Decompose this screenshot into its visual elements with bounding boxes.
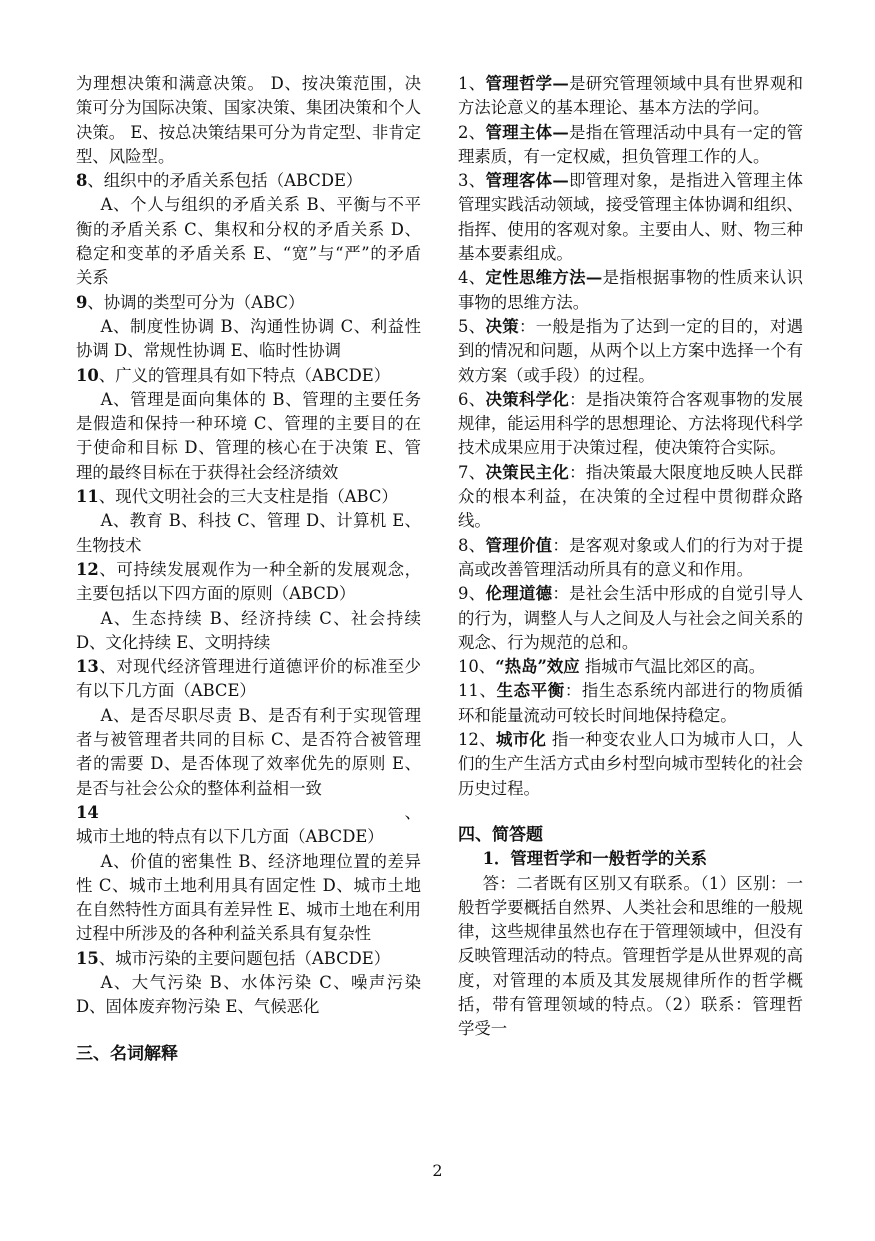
- term-number: 1、: [458, 74, 486, 93]
- term-number: 11、: [458, 681, 497, 701]
- question-separator: 、: [98, 657, 117, 677]
- term-definition: [458, 534, 803, 583]
- term-name: 定性思维方法—: [485, 268, 603, 288]
- question-separator: 、: [98, 802, 421, 822]
- right-column: [458, 72, 803, 1042]
- question-number: 12: [76, 559, 99, 579]
- question-text: 城市污染的主要问题包括（ABCDE）: [115, 948, 391, 968]
- question-options: A、管理是面向集体的 B、管理的主要任务是假造和保持一种环境 C、管理的主要目的在于使命和目标 D、管理的核心在于决策 E、管理的最终目标在于获得社会经济绩效: [76, 389, 421, 482]
- term-definition: [458, 461, 803, 534]
- term-definition: [458, 121, 803, 170]
- question-text: 广义的管理具有如下特点（ABCDE）: [115, 365, 391, 385]
- question-options: A、教育 B、科技 C、管理 D、计算机 E、生物技术: [76, 511, 421, 555]
- question-14: [76, 801, 421, 947]
- term-name: 管理客体—: [485, 171, 569, 191]
- question-text: 协调的类型可分为（ABC）: [103, 292, 305, 312]
- question-number: 10: [76, 365, 99, 385]
- term-name: 管理主体—: [485, 122, 569, 142]
- question-separator: 、: [98, 559, 117, 579]
- question-number: 13: [76, 657, 99, 677]
- question-10: [76, 364, 421, 485]
- term-number: 2、: [458, 122, 486, 142]
- question-options: A、价值的密集性 B、经济地理位置的差异性 C、城市土地利用具有固定性 D、城市土地在自然特性方面具有差异性 E、城市土地在利用过程中所涉及的各种利益关系具有复杂性: [76, 851, 421, 944]
- term-definition: [458, 655, 803, 679]
- question-11: [76, 485, 421, 558]
- question-number: 11: [76, 487, 99, 507]
- question-stem: [76, 947, 421, 971]
- term-text: ：指生态系统内部进行的物质循环和能量流动可较长时间地保持稳定。: [458, 681, 804, 725]
- section-heading-short-answer: 四、简答题: [458, 824, 543, 845]
- left-column: [76, 72, 421, 1066]
- term-number: 3、: [458, 171, 486, 191]
- term-definition: [458, 728, 803, 801]
- question-text: 可持续发展观作为一种全新的发展观念，主要包括以下四方面的原则（ABCD）: [76, 559, 422, 604]
- question-stem: [76, 655, 421, 704]
- question-stem: [76, 169, 421, 193]
- question-separator: 、: [87, 292, 104, 312]
- question-text: 组织中的矛盾关系包括（ABCDE）: [103, 171, 363, 191]
- term-definition: [458, 388, 803, 461]
- question-separator: 、: [87, 171, 104, 191]
- term-text: 是研究管理领域中具有世界观和方法论意义的基本理论、基本方法的学问。: [458, 74, 804, 118]
- term-text: 即管理对象，是指进入管理主体管理实践活动领域，接受管理主体协调和组织、指挥、使用的客观对象。主要由人、财、物三种基本要素组成。: [458, 171, 804, 264]
- question-text: 现代文明社会的三大支柱是指（ABC）: [115, 487, 398, 507]
- question-15: [76, 947, 421, 1020]
- term-text: 指城市气温比郊区的高。: [579, 657, 766, 677]
- term-text: 是指在管理活动中具有一定的管理素质，有一定权威，担负管理工作的人。: [458, 122, 804, 166]
- term-definition: [458, 679, 803, 728]
- question-number: 9: [76, 292, 88, 312]
- question-separator: 、: [98, 487, 116, 507]
- term-text: 是指根据事物的性质来认识事物的思维方法。: [458, 268, 804, 312]
- question-separator: 、: [98, 948, 116, 968]
- term-definition: [458, 582, 803, 655]
- question-text: 对现代经济管理进行道德评价的标准至少有以下几方面（ABCE）: [76, 657, 422, 701]
- question-separator: 、: [98, 365, 116, 385]
- term-definition: [458, 315, 803, 388]
- term-name: 决策科学化: [485, 389, 570, 409]
- question-stem: [76, 801, 421, 850]
- question-number: 14: [76, 802, 99, 822]
- question-number: 15: [76, 948, 99, 968]
- term-number: 9、: [458, 584, 486, 604]
- term-name: 管理价值: [485, 535, 553, 555]
- term-definition: [458, 169, 803, 266]
- term-text: ：是指决策符合客观事物的发展规律，能运用科学的思想理论、方法将现代科学技术成果应用于决策过程，使决策符合实际。: [458, 389, 803, 458]
- term-name: 决策民主化: [485, 462, 570, 482]
- question-options: A、大气污染 B、水体污染 C、噪声污染 D、固体废弃物污染 E、气候恶化: [76, 972, 421, 1017]
- question-12: [76, 558, 421, 655]
- term-name: 生态平衡: [496, 681, 565, 701]
- term-number: 5、: [458, 316, 486, 336]
- term-name: “热岛”效应: [495, 657, 580, 677]
- question-stem: [76, 291, 421, 315]
- term-text: ：指决策最大限度地反映人民群众的根本利益，在决策的全过程中贯彻群众路线。: [458, 462, 803, 531]
- term-number: 8、: [458, 535, 486, 555]
- question-stem: [76, 485, 421, 509]
- term-number: 7、: [458, 462, 486, 482]
- question-stem: [76, 558, 421, 607]
- term-number: 4、: [458, 268, 486, 288]
- question-options: A、个人与组织的矛盾关系 B、平衡与不平衡的矛盾关系 C、集权和分权的矛盾关系 D、稳定和变革的矛盾关系 E、“宽”与“严”的矛盾关系: [76, 195, 421, 288]
- term-text: 指一种变农业人口为城市人口，人们的生产生活方式由乡村型向城市型转化的社会历史过程。: [458, 730, 803, 798]
- term-text: ：是客观对象或人们的行为对于提高或改善管理活动所具有的意义和作用。: [458, 535, 804, 579]
- question-text: 城市土地的特点有以下几方面（ABCDE）: [76, 827, 384, 847]
- term-number: 10、: [458, 657, 496, 677]
- question-options: A、是否尽职尽责 B、是否有利于实现管理者与被管理者共同的目标 C、是否符合被管理者的需要 D、是否体现了效率优先的原则 E、是否与社会公众的整体利益相一致: [76, 705, 421, 798]
- section-spacer: [76, 1020, 421, 1042]
- term-name: 管理哲学—: [485, 74, 569, 93]
- term-number: 12、: [458, 730, 496, 750]
- intro-paragraph: 为理想决策和满意决策。 D、按决策范围，决策可分为国际决策、国家决策、集团决策和个人决策。 E、按总决策结果可分为肯定型、非肯定型、风险型。: [76, 74, 421, 166]
- term-text: ：是社会生活中形成的自觉引导人的行为，调整人与人之间及人与社会之间关系的观念、行为规范的总和。: [458, 584, 804, 652]
- term-name: 城市化: [496, 730, 547, 750]
- question-9: [76, 291, 421, 364]
- page-number: 2: [432, 1161, 443, 1180]
- section-spacer: [458, 801, 803, 823]
- question-8: [76, 169, 421, 290]
- question-title: 1．管理哲学和一般哲学的关系: [482, 849, 708, 869]
- term-definition: [458, 266, 803, 315]
- section-heading-terms: 三、名词解释: [76, 1043, 178, 1064]
- term-name: 决策: [485, 316, 519, 336]
- term-number: 6、: [458, 389, 486, 409]
- term-definition: [458, 72, 803, 121]
- question-number: 8: [76, 171, 88, 191]
- question-options: A、生态持续 B、经济持续 C、社会持续 D、文化持续 E、文明持续: [76, 608, 421, 652]
- term-text: ：一般是指为了达到一定的目的，对遇到的情况和问题，从两个以上方案中选择一个有效方案（或手段）的过程。: [458, 316, 804, 385]
- question-stem: [76, 364, 421, 388]
- question-options: A、制度性协调 B、沟通性协调 C、利益性协调 D、常规性协调 E、临时性协调: [76, 316, 421, 361]
- answer-paragraph: 答：二者既有区别又有联系。（1）区别：一般哲学要概括自然界、人类社会和思维的一般规律，这些规律虽然也存在于管理领域中，但没有反映管理活动的特点。管理哲学是从世界观的高度，对管理的本质及其发展规律所作的哲学概括，带有管理领域的特点。（2）联系：管理哲学受一: [458, 873, 803, 1039]
- term-name: 伦理道德: [485, 584, 553, 604]
- question-13: [76, 655, 421, 801]
